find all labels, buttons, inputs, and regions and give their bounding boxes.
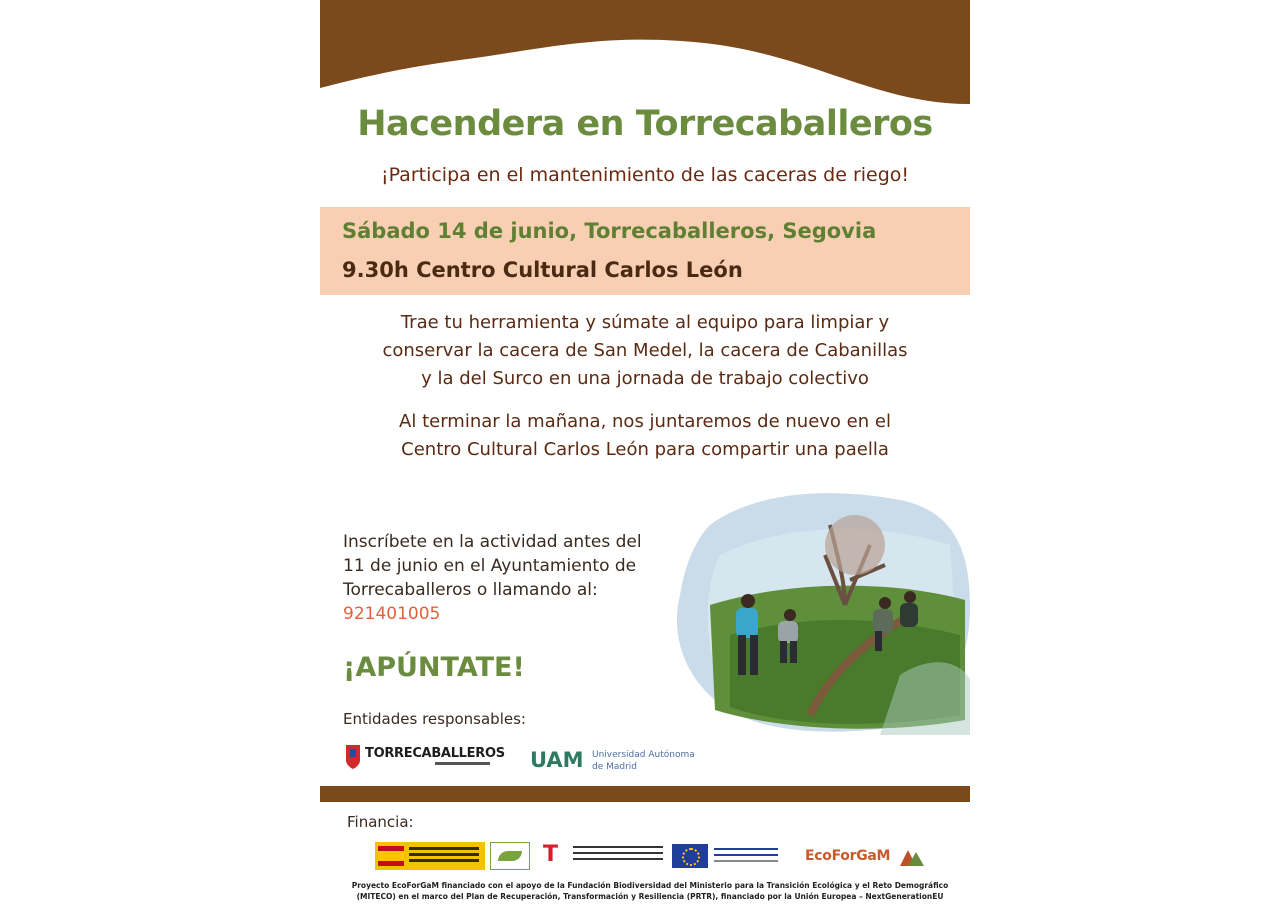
signup-info	[343, 530, 673, 626]
torrecaballeros-shield-icon	[345, 744, 361, 770]
description-line: y la del Surco en una jornada de trabajo colectivo	[421, 368, 869, 389]
funding-footnote	[350, 880, 950, 902]
entities-label: Entidades responsables:	[343, 710, 526, 728]
ecoforgam-logo-icon	[898, 844, 926, 868]
description-line: Centro Cultural Carlos León para compartir una paella	[401, 439, 889, 460]
date-band	[320, 207, 970, 295]
funding-label: Financia:	[347, 813, 414, 831]
footnote-line: Proyecto EcoForGaM financiado con el apoyo de la Fundación Biodiversidad del Ministerio para la Transición Ecológica y el Reto Demográfico	[351, 881, 949, 890]
leaf-icon	[498, 851, 522, 861]
footnote-line: (MITECO) en el marco del Plan de Recuperación, Transformación y Resiliencia (PRTR), financiado por la Unión Europea – NextGenerationEU	[356, 892, 944, 901]
description-line: Trae tu herramienta y súmate al equipo para limpiar y	[400, 312, 890, 333]
torrecaballeros-name: TORRECABALLEROS	[365, 746, 505, 761]
top-wave-decoration	[320, 0, 970, 110]
description-line: conservar la cacera de San Medel, la cacera de Cabanillas	[382, 340, 908, 361]
event-place: 9.30h Centro Cultural Carlos León	[342, 258, 743, 282]
signup-line: 11 de junio en el Ayuntamiento de	[343, 556, 637, 576]
torrecaballeros-logo	[345, 742, 505, 774]
torrecaballeros-subtitle	[435, 762, 490, 765]
bottom-bar	[320, 786, 970, 802]
eu-text-lines	[714, 848, 778, 850]
ecoforgam-logo	[805, 842, 935, 870]
description-paella	[320, 408, 970, 464]
sponsor-logos	[375, 842, 935, 872]
fundacion-biodiversidad-logo	[490, 842, 530, 870]
ministry-text-lines	[409, 847, 479, 850]
uam-name-line: Universidad Autónoma	[592, 750, 695, 760]
poster-subtitle: ¡Participa en el mantenimiento de las caceras de riego!	[380, 164, 910, 186]
poster	[320, 0, 970, 920]
event-date: Sábado 14 de junio, Torrecaballeros, Segovia	[342, 219, 877, 243]
description-line: Al terminar la mañana, nos juntaremos de nuevo en el	[399, 411, 891, 432]
recovery-plan-logo	[543, 842, 668, 870]
phone-number[interactable]: 921401005	[343, 604, 441, 624]
uam-name-line: de Madrid	[592, 762, 638, 772]
ecoforgam-name: EcoForGaM	[805, 848, 891, 864]
description-tools	[320, 309, 970, 393]
volunteers-photo	[670, 485, 970, 735]
uam-logo	[530, 742, 705, 776]
tr-mark-icon: T	[543, 842, 559, 867]
eu-flag-icon	[672, 844, 708, 868]
signup-line: Inscríbete en la actividad antes del	[343, 532, 642, 552]
spain-flag-icon	[378, 846, 404, 866]
uam-logo-icon: UAM	[530, 748, 584, 772]
poster-title: Hacendera en Torrecaballeros	[357, 104, 933, 144]
eu-logo	[672, 842, 782, 870]
uam-name	[592, 749, 695, 773]
signup-line: Torrecaballeros o llamando al:	[343, 580, 598, 600]
spain-government-logo	[375, 842, 485, 870]
signup-call-to-action: ¡APÚNTATE!	[343, 652, 525, 683]
recovery-plan-text-lines	[573, 846, 663, 848]
